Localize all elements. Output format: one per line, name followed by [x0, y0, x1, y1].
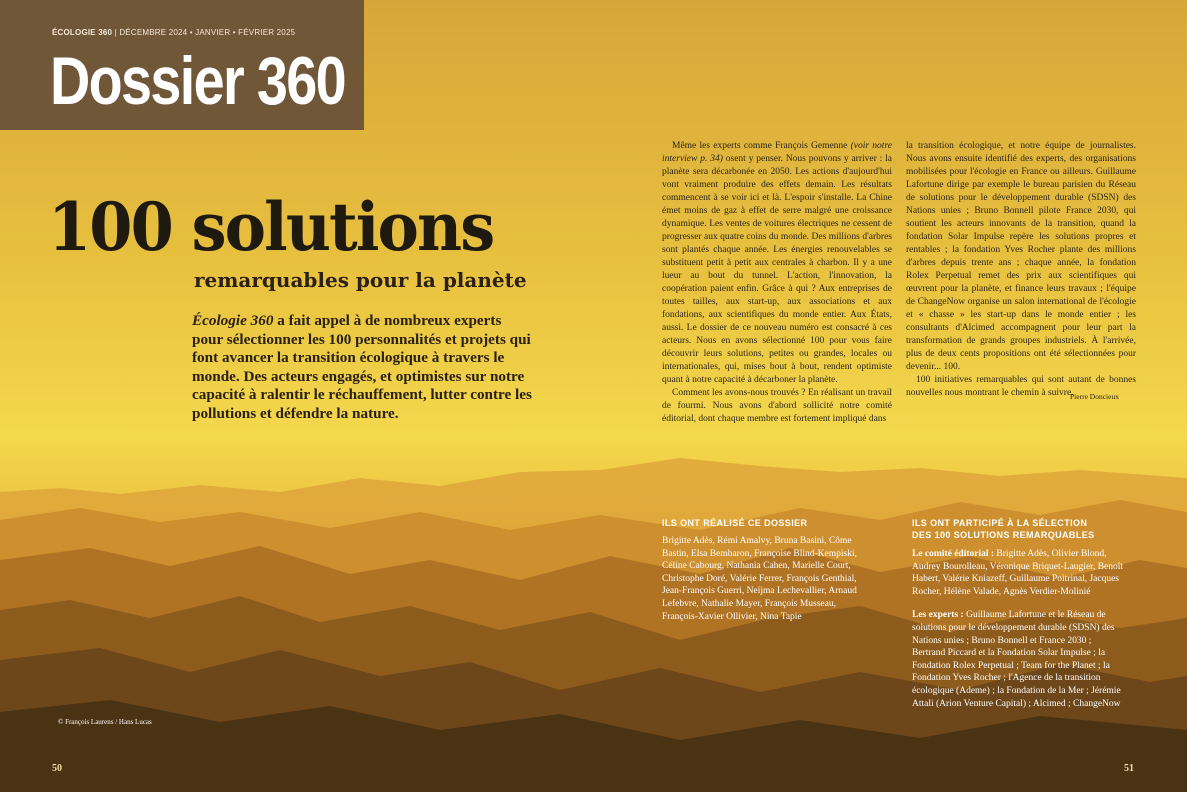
article-subtitle: remarquables pour la planète [194, 268, 527, 292]
body-column-1 [662, 140, 892, 426]
body-text: Même les experts comme François Gemenne [672, 141, 851, 151]
page-number-left: 50 [52, 763, 62, 774]
body-text: osent y penser. Nous pouvons y arriver : la planète sera décarbonée en 2050. Les actions d'aujourd'hui vont vraiment produire des effets demain. Les résultats commencent à se voir ici et là. L'espoir s'installe. La Chine émet moins de gaz à effet de serre malgré une croissance dynamique. Les ventes de voitures électriques ne cessent de progresser aux quatre coins du monde. Des millions d'arbres sont plantés chaque année. Les énergies renouvelables se substituent petit à petit aux centrales à charbon. Il y a une lueur au bout du tunnel. L'action, l'innovation, la coopération paient enfin. Grâce à qui ? Aux entreprises de toutes tailles, aux start-up, aux associations et aux fondations, aux scientifiques du monde entier. Aux États, aussi. Le dossier de ce nouveau numéro est consacré à ces acteurs. Nous en avons sélectionné 100 pour vous faire découvrir leurs solutions, petites ou grandes, locales ou internationales, qui, mises bout à bout, rendent optimiste quant à notre capacité à décarboner la planète. [662, 154, 893, 385]
contributors-heading: ILS ONT RÉALISÉ CE DOSSIER [662, 518, 808, 528]
body-column-2 [906, 140, 1136, 400]
section-kicker: Dossier 360 [50, 43, 346, 119]
magazine-name: ÉCOLOGIE 360 [52, 28, 113, 37]
article-lead [192, 312, 532, 424]
body-paragraph: 100 initiatives remarquables qui sont autant de bonnes nouvelles nous montrant le chemin à suivre. [906, 375, 1136, 398]
photo-credit: © François Laurens / Hans Lucas [58, 718, 152, 726]
lead-magazine-name: Écologie 360 [192, 312, 274, 329]
committee-paragraph [912, 548, 1127, 598]
lead-text: a fait appel à de nombreux experts pour sélectionner les 100 personnalités et projets qui font avancer la transition écologique à travers le monde. Des acteurs engagés, et optimistes sur notre capacité à ralentir le réchauffement, lutter contre les pollutions et défendre la nature. [192, 312, 532, 422]
experts-label: Les experts : [912, 610, 964, 621]
body-paragraph [662, 140, 892, 387]
experts-names: Guillaume Lafortune et le Réseau de solutions pour le développement durable (SDSN) des Nations unies ; Bruno Bonnell et France 2030 ; Bertrand Piccard et la Fondation Solar Impulse ; la Fondation Rolex Perpetual ; Team for the Planet ; la Fondation Yves Rocher ; l'Agence de la transition écologique (Ademe) ; la Fondation de la Mer ; Jérémie Attali (Arion Venture Capital) ; Alcimed ; ChangeNow [912, 610, 1121, 709]
body-text-italic: (voir notre interview p. 34) [662, 141, 892, 164]
article-title: 100 solutions [48, 188, 494, 266]
committee-names: Brigitte Adès, Olivier Blond, Audrey Bourolleau, Véronique Briquet-Laugier, Benoît Habert, Valérie Kniazeff, Guillaume Poitrinal, Jacques Rocher, Hélène Valade, Agnès Verdier-Molinié [912, 549, 1124, 597]
author-signature: Pierre Doncieux [1070, 392, 1119, 401]
selection-heading [912, 517, 1132, 541]
selection-heading-line: DES 100 SOLUTIONS REMARQUABLES [912, 530, 1095, 540]
experts-paragraph [912, 609, 1127, 710]
issue-line [52, 28, 295, 37]
committee-label: Le comité éditorial : [912, 549, 995, 559]
dossier-header-box [0, 0, 364, 130]
selection-heading-line: ILS ONT PARTICIPÉ À LA SÉLECTION [912, 518, 1088, 528]
body-paragraph: Comment les avons-nous trouvés ? En réalisant un travail de fourmi. Nous avons d'abord sollicité notre comité éditorial, dont chaque membre est fortement impliqué dans [662, 388, 892, 424]
selection-list [912, 548, 1127, 721]
issue-date: | DÉCEMBRE 2024 • JANVIER • FÉVRIER 2025 [112, 28, 296, 37]
contributors-list: Brigitte Adès, Rémi Amalvy, Bruna Basini, Côme Bastin, Elsa Bembaron, Françoise Blind-Kempiski, Céline Cabourg, Nathania Cahen, Marielle Court, Christophe Doré, Valérie Ferrer, François Genthial, Jean-François Guerri, Neïjma Lechevallier, Arnaud Lefebvre, Nathalie Mayer, François Musseau, François-Xavier Ollivier, Nina Tapie [662, 536, 857, 622]
body-paragraph: la transition écologique, et notre équipe de journalistes. Nous avons ensuite identifié des experts, des organisations mobilisées pour l'écologie en France ou ailleurs. Guillaume Lafortune dirige par exemple le bureau parisien du Réseau de solutions pour le développement durable (SDSN) des Nations unies ; Bruno Bonnell pilote France 2030, qui soutient les acteurs innovants de la transition, quand la fondation Solar Impulse repère les solutions propres et rentables ; la fondation Yves Rocher plante des millions d'arbres depuis trente ans ; chaque année, la fondation Rolex Perpetual remet des prix aux scientifiques qui œuvrent pour la planète, et finance leurs travaux ; l'équipe de ChangeNow organise un salon international de l'écologie et « chasse » les start-up dans le monde entier ; les consultants d'Alcimed accompagnent pour leur part la transformation de grands groupes industriels. À l'arrivée, plus de deux cents propositions ont été sélectionnées pour devenir... 100. [906, 141, 1136, 372]
page-number-right: 51 [1124, 763, 1134, 774]
